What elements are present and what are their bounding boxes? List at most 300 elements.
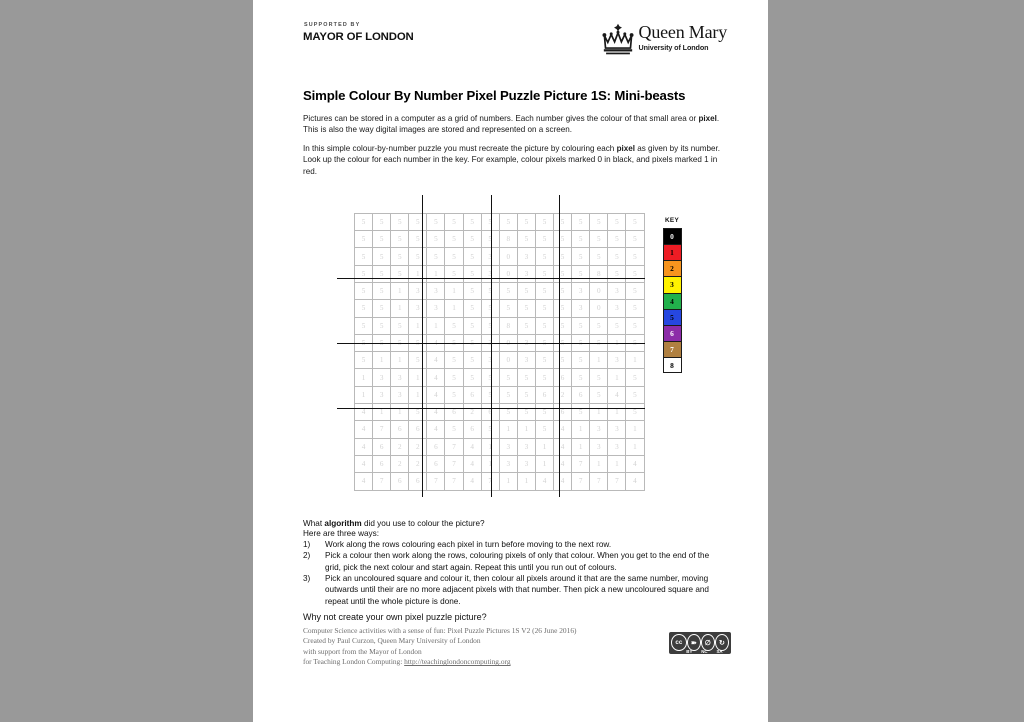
pixel-cell[interactable]: 4 <box>608 386 626 403</box>
pixel-cell[interactable]: 5 <box>590 231 608 248</box>
pixel-cell[interactable]: 5 <box>463 282 481 299</box>
pixel-cell[interactable]: 1 <box>391 300 409 317</box>
pixel-cell[interactable]: 5 <box>409 334 427 351</box>
pixel-cell[interactable]: 5 <box>535 231 553 248</box>
pixel-cell[interactable]: 5 <box>373 265 391 282</box>
pixel-cell[interactable]: 5 <box>391 248 409 265</box>
pixel-cell[interactable]: 5 <box>373 213 391 230</box>
pixel-cell[interactable]: 4 <box>427 386 445 403</box>
pixel-cell[interactable]: 5 <box>391 265 409 282</box>
university-name: Queen Mary <box>638 22 727 42</box>
teaching-london-computing-link[interactable]: http://teachinglondoncomputing.org <box>404 657 511 667</box>
key-swatch-2: 2 <box>663 260 682 276</box>
pixel-cell[interactable]: 5 <box>463 300 481 317</box>
pixel-cell[interactable]: 5 <box>608 231 626 248</box>
pixel-cell[interactable]: 4 <box>427 369 445 386</box>
pixel-cell[interactable]: 2 <box>409 455 427 472</box>
pixel-cell[interactable]: 5 <box>355 300 373 317</box>
pixel-cell[interactable]: 5 <box>626 334 644 351</box>
pixel-cell[interactable]: 3 <box>391 386 409 403</box>
pixel-cell[interactable]: 7 <box>445 455 463 472</box>
pixel-cell[interactable]: 2 <box>554 386 572 403</box>
pixel-cell[interactable]: 1 <box>590 404 608 421</box>
pixel-cell[interactable]: 3 <box>373 386 391 403</box>
pixel-cell[interactable]: 5 <box>608 248 626 265</box>
pixel-cell[interactable]: 3 <box>517 248 535 265</box>
pixel-cell[interactable]: 5 <box>517 404 535 421</box>
pixel-cell[interactable]: 5 <box>554 265 572 282</box>
algorithm-item-number: 1) <box>303 539 311 549</box>
pixel-cell[interactable]: 3 <box>517 438 535 455</box>
pixel-cell[interactable]: 6 <box>409 421 427 438</box>
pixel-cell[interactable]: 2 <box>391 455 409 472</box>
pixel-cell[interactable]: 5 <box>572 334 590 351</box>
pixel-cell[interactable]: 5 <box>481 282 499 299</box>
pixel-cell[interactable]: 5 <box>626 317 644 334</box>
pixel-cell[interactable]: 5 <box>355 317 373 334</box>
pixel-cell[interactable]: 1 <box>373 404 391 421</box>
pixel-cell[interactable]: 5 <box>463 231 481 248</box>
pixel-cell[interactable]: 1 <box>626 352 644 369</box>
pixel-cell[interactable]: 1 <box>626 421 644 438</box>
pixel-cell[interactable]: 4 <box>626 473 644 490</box>
pixel-cell[interactable]: 1 <box>608 455 626 472</box>
pixel-cell[interactable]: 5 <box>355 334 373 351</box>
pixel-cell[interactable]: 5 <box>355 352 373 369</box>
pixel-cell[interactable]: 3 <box>608 300 626 317</box>
pixel-cell[interactable]: 5 <box>554 231 572 248</box>
pixel-cell[interactable]: 1 <box>608 369 626 386</box>
pixel-cell[interactable]: 5 <box>572 265 590 282</box>
pixel-cell[interactable]: 5 <box>590 369 608 386</box>
pixel-cell[interactable]: 5 <box>535 352 553 369</box>
pixel-cell[interactable]: 5 <box>554 300 572 317</box>
pixel-cell[interactable]: 5 <box>355 282 373 299</box>
pixel-cell[interactable]: 4 <box>427 334 445 351</box>
pixel-cell[interactable]: 5 <box>391 213 409 230</box>
pixel-cell[interactable]: 6 <box>572 386 590 403</box>
pixel-cell[interactable]: 5 <box>373 282 391 299</box>
pixel-cell[interactable]: 5 <box>590 334 608 351</box>
algorithm-list-item <box>303 573 723 606</box>
pixel-cell[interactable]: 3 <box>572 282 590 299</box>
pixel-cell[interactable]: 8 <box>590 265 608 282</box>
pixel-grid-wrapper <box>354 213 645 491</box>
pixel-cell[interactable]: 0 <box>499 334 517 351</box>
pixel-cell[interactable]: 5 <box>409 213 427 230</box>
pixel-cell[interactable]: 5 <box>445 317 463 334</box>
pixel-cell[interactable]: 1 <box>409 386 427 403</box>
pixel-cell[interactable]: 5 <box>626 404 644 421</box>
pixel-cell[interactable]: 4 <box>355 473 373 490</box>
pixel-cell[interactable]: 5 <box>409 352 427 369</box>
puzzle-area <box>303 213 723 513</box>
pixel-cell[interactable]: 5 <box>572 248 590 265</box>
pixel-cell[interactable]: 5 <box>409 404 427 421</box>
pixel-cell[interactable]: 1 <box>481 455 499 472</box>
pixel-cell[interactable]: 1 <box>608 334 626 351</box>
pixel-cell[interactable]: 3 <box>409 300 427 317</box>
creative-commons-badge <box>669 632 731 654</box>
pixel-cell[interactable]: 5 <box>554 248 572 265</box>
pixel-cell[interactable]: 6 <box>445 404 463 421</box>
pixel-cell[interactable]: 1 <box>499 473 517 490</box>
pixel-cell[interactable]: 3 <box>517 455 535 472</box>
pixel-cell[interactable]: 3 <box>427 300 445 317</box>
algorithm-item-text: Pick a colour then work along the rows, colouring pixels of only that colour. When you get to the end of the grid, pick the next colour and start again. Repeat this until you run out of colours. <box>325 551 710 572</box>
pixel-cell[interactable]: 6 <box>481 404 499 421</box>
pixel-cell[interactable]: 4 <box>427 421 445 438</box>
key-swatch-8: 8 <box>663 357 682 373</box>
pixel-cell[interactable]: 1 <box>481 438 499 455</box>
pixel-cell[interactable]: 5 <box>572 231 590 248</box>
pixel-cell[interactable]: 5 <box>626 248 644 265</box>
pixel-cell[interactable]: 3 <box>391 369 409 386</box>
pixel-cell[interactable]: 5 <box>463 352 481 369</box>
pixel-cell[interactable]: 5 <box>572 404 590 421</box>
pixel-cell[interactable]: 0 <box>590 282 608 299</box>
pixel-cell[interactable]: 6 <box>554 369 572 386</box>
pixel-grid-row <box>355 473 645 490</box>
pixel-grid-row <box>355 317 645 334</box>
pixel-cell[interactable]: 5 <box>481 421 499 438</box>
algorithm-question-part2: did you use to colour the picture? <box>361 518 485 528</box>
pixel-cell[interactable]: 5 <box>481 369 499 386</box>
pixel-cell[interactable]: 1 <box>517 421 535 438</box>
key-swatch-0: 0 <box>663 228 682 244</box>
pixel-cell[interactable]: 6 <box>427 455 445 472</box>
pixel-cell[interactable]: 5 <box>427 231 445 248</box>
pixel-cell[interactable]: 5 <box>590 213 608 230</box>
pixel-cell[interactable]: 5 <box>517 386 535 403</box>
pixel-cell[interactable]: 1 <box>409 265 427 282</box>
pixel-cell[interactable]: 7 <box>373 473 391 490</box>
pixel-cell[interactable]: 5 <box>554 282 572 299</box>
pixel-cell[interactable]: 5 <box>535 421 553 438</box>
pixel-cell[interactable]: 5 <box>608 213 626 230</box>
pixel-cell[interactable]: 3 <box>608 352 626 369</box>
guide-rule-vertical <box>422 195 423 497</box>
pixel-cell[interactable]: 3 <box>373 369 391 386</box>
pixel-cell[interactable]: 4 <box>355 455 373 472</box>
pixel-cell[interactable]: 4 <box>626 455 644 472</box>
pixel-cell[interactable]: 3 <box>590 421 608 438</box>
footer-credits <box>303 626 723 668</box>
pixel-cell[interactable]: 1 <box>355 369 373 386</box>
cc-labels <box>669 649 731 654</box>
pixel-cell[interactable]: 6 <box>535 386 553 403</box>
pixel-cell[interactable]: 7 <box>445 438 463 455</box>
pixel-grid-row <box>355 213 645 230</box>
pixel-cell[interactable]: 1 <box>427 317 445 334</box>
pixel-cell[interactable]: 1 <box>391 282 409 299</box>
pixel-cell[interactable]: 5 <box>554 334 572 351</box>
pixel-cell[interactable]: 6 <box>373 455 391 472</box>
pixel-cell[interactable]: 1 <box>626 438 644 455</box>
pixel-cell[interactable]: 1 <box>535 438 553 455</box>
pixel-cell[interactable]: 5 <box>535 317 553 334</box>
pixel-cell[interactable]: 5 <box>626 213 644 230</box>
pixel-cell[interactable]: 5 <box>445 231 463 248</box>
pixel-cell[interactable]: 5 <box>463 317 481 334</box>
pixel-cell[interactable]: 4 <box>463 438 481 455</box>
pixel-cell[interactable]: 5 <box>373 231 391 248</box>
pixel-cell[interactable]: 0 <box>590 300 608 317</box>
pixel-cell[interactable]: 0 <box>499 352 517 369</box>
pixel-cell[interactable]: 1 <box>590 455 608 472</box>
pixel-cell[interactable]: 4 <box>554 438 572 455</box>
pixel-cell[interactable]: 3 <box>481 352 499 369</box>
crown-icon <box>601 23 635 55</box>
pixel-cell[interactable]: 3 <box>572 300 590 317</box>
pixel-cell[interactable]: 5 <box>535 265 553 282</box>
logo-row <box>303 22 727 68</box>
pixel-cell[interactable]: 3 <box>499 438 517 455</box>
pixel-cell[interactable]: 4 <box>427 352 445 369</box>
pixel-cell[interactable]: 1 <box>427 265 445 282</box>
pixel-cell[interactable]: 5 <box>572 213 590 230</box>
pixel-cell[interactable]: 2 <box>463 404 481 421</box>
key-swatch-5: 5 <box>663 309 682 325</box>
pixel-cell[interactable]: 7 <box>445 473 463 490</box>
pixel-cell[interactable]: 5 <box>517 369 535 386</box>
pixel-cell[interactable]: 5 <box>499 213 517 230</box>
pixel-cell[interactable]: 5 <box>535 213 553 230</box>
pixel-cell[interactable]: 5 <box>391 334 409 351</box>
pixel-cell[interactable]: 4 <box>355 404 373 421</box>
pixel-cell[interactable]: 5 <box>481 386 499 403</box>
pixel-cell[interactable]: 5 <box>445 352 463 369</box>
pixel-cell[interactable]: 3 <box>608 282 626 299</box>
pixel-cell[interactable]: 6 <box>554 404 572 421</box>
pixel-cell[interactable]: 5 <box>409 231 427 248</box>
pixel-cell[interactable]: 5 <box>499 282 517 299</box>
algorithm-question-bold: algorithm <box>324 518 362 528</box>
pixel-cell[interactable]: 8 <box>499 317 517 334</box>
pixel-cell[interactable]: 6 <box>427 438 445 455</box>
pixel-cell[interactable]: 5 <box>535 369 553 386</box>
pixel-cell[interactable]: 1 <box>391 404 409 421</box>
pixel-cell[interactable]: 1 <box>373 352 391 369</box>
pixel-cell[interactable]: 5 <box>355 231 373 248</box>
pixel-cell[interactable]: 5 <box>391 231 409 248</box>
pixel-cell[interactable]: 5 <box>445 386 463 403</box>
pixel-cell[interactable]: 5 <box>554 317 572 334</box>
pixel-cell[interactable]: 5 <box>572 317 590 334</box>
pixel-grid-row <box>355 438 645 455</box>
pixel-cell[interactable]: 5 <box>499 300 517 317</box>
pixel-cell[interactable]: 5 <box>373 248 391 265</box>
pixel-cell[interactable]: 5 <box>463 369 481 386</box>
algorithm-lead: Here are three ways: <box>303 528 379 538</box>
pixel-cell[interactable]: 5 <box>626 265 644 282</box>
pixel-cell[interactable]: 4 <box>355 421 373 438</box>
pixel-cell[interactable]: 4 <box>554 455 572 472</box>
pixel-cell[interactable]: 3 <box>499 455 517 472</box>
pixel-cell[interactable]: 4 <box>535 473 553 490</box>
pixel-cell[interactable]: 5 <box>445 369 463 386</box>
pixel-cell[interactable]: 1 <box>499 421 517 438</box>
pixel-cell[interactable]: 5 <box>626 231 644 248</box>
algorithm-item-number: 3) <box>303 574 311 584</box>
pixel-cell[interactable]: 5 <box>355 248 373 265</box>
pixel-cell[interactable]: 1 <box>409 317 427 334</box>
pixel-cell[interactable]: 5 <box>517 300 535 317</box>
cc-label-nc: NC <box>701 649 708 655</box>
pixel-cell[interactable]: 3 <box>517 265 535 282</box>
pixel-cell[interactable]: 5 <box>499 386 517 403</box>
key-swatch-1: 1 <box>663 244 682 260</box>
pixel-grid-row <box>355 386 645 403</box>
pixel-cell[interactable]: 3 <box>481 334 499 351</box>
pixel-cell[interactable]: 5 <box>355 265 373 282</box>
pixel-cell[interactable]: 0 <box>499 248 517 265</box>
pixel-cell[interactable]: 4 <box>463 455 481 472</box>
footer-line-4 <box>303 657 723 668</box>
pixel-cell[interactable]: 5 <box>517 231 535 248</box>
guide-rule-vertical <box>559 195 560 497</box>
pixel-cell[interactable]: 5 <box>517 317 535 334</box>
pixel-cell[interactable]: 2 <box>391 438 409 455</box>
pixel-grid[interactable] <box>354 213 645 491</box>
pixel-cell[interactable]: 3 <box>481 265 499 282</box>
pixel-cell[interactable]: 5 <box>554 352 572 369</box>
pixel-cell[interactable]: 5 <box>445 265 463 282</box>
pixel-cell[interactable]: 5 <box>481 213 499 230</box>
pixel-cell[interactable]: 3 <box>517 352 535 369</box>
pixel-cell[interactable]: 6 <box>463 421 481 438</box>
pixel-cell[interactable]: 5 <box>445 421 463 438</box>
pixel-cell[interactable]: 6 <box>373 438 391 455</box>
algorithm-item-text: Work along the rows colouring each pixel in turn before moving to the next row. <box>325 539 612 549</box>
pixel-cell[interactable]: 5 <box>535 300 553 317</box>
pixel-cell[interactable]: 3 <box>427 282 445 299</box>
pixel-cell[interactable]: 5 <box>590 248 608 265</box>
pixel-cell[interactable]: 7 <box>427 473 445 490</box>
pixel-cell[interactable]: 5 <box>554 213 572 230</box>
pixel-cell[interactable]: 4 <box>427 404 445 421</box>
pixel-cell[interactable]: 5 <box>445 213 463 230</box>
pixel-cell[interactable]: 7 <box>373 421 391 438</box>
pixel-cell[interactable]: 5 <box>463 213 481 230</box>
pixel-cell[interactable]: 5 <box>535 282 553 299</box>
pixel-cell[interactable]: 7 <box>481 473 499 490</box>
pixel-cell[interactable]: 5 <box>445 248 463 265</box>
pixel-cell[interactable]: 3 <box>517 334 535 351</box>
algorithm-list-item <box>303 539 723 550</box>
pixel-cell[interactable]: 4 <box>554 473 572 490</box>
pixel-cell[interactable]: 5 <box>572 369 590 386</box>
pixel-cell[interactable]: 5 <box>391 317 409 334</box>
pixel-cell[interactable]: 5 <box>626 369 644 386</box>
pixel-cell[interactable]: 5 <box>427 248 445 265</box>
footer-line-4-prefix: for Teaching London Computing: <box>303 657 405 667</box>
pixel-cell[interactable]: 5 <box>355 213 373 230</box>
pixel-grid-row <box>355 404 645 421</box>
pixel-cell[interactable]: 1 <box>572 421 590 438</box>
pixel-cell[interactable]: 6 <box>409 473 427 490</box>
pixel-cell[interactable]: 3 <box>481 248 499 265</box>
pixel-cell[interactable]: 5 <box>499 369 517 386</box>
pixel-cell[interactable]: 6 <box>463 386 481 403</box>
pixel-cell[interactable]: 5 <box>481 300 499 317</box>
algorithm-section <box>303 519 723 622</box>
pixel-cell[interactable]: 1 <box>608 404 626 421</box>
pixel-cell[interactable]: 5 <box>626 386 644 403</box>
pixel-cell[interactable]: 5 <box>517 282 535 299</box>
pixel-cell[interactable]: 5 <box>626 300 644 317</box>
pixel-cell[interactable]: 3 <box>608 421 626 438</box>
pixel-cell[interactable]: 7 <box>608 473 626 490</box>
pixel-cell[interactable]: 5 <box>626 282 644 299</box>
pixel-cell[interactable]: 5 <box>499 404 517 421</box>
pixel-cell[interactable]: 1 <box>517 473 535 490</box>
pixel-cell[interactable]: 5 <box>572 352 590 369</box>
pixel-cell[interactable]: 5 <box>590 317 608 334</box>
pixel-cell[interactable]: 5 <box>481 231 499 248</box>
pixel-cell[interactable]: 5 <box>535 248 553 265</box>
pixel-cell[interactable]: 1 <box>445 300 463 317</box>
pixel-cell[interactable]: 1 <box>391 352 409 369</box>
pixel-cell[interactable]: 1 <box>355 386 373 403</box>
university-subtitle: University of London <box>638 43 709 52</box>
pixel-cell[interactable]: 5 <box>608 265 626 282</box>
pixel-cell[interactable]: 5 <box>409 248 427 265</box>
pixel-cell[interactable]: 1 <box>535 455 553 472</box>
pixel-cell[interactable]: 5 <box>535 334 553 351</box>
pixel-cell[interactable]: 8 <box>499 231 517 248</box>
pixel-cell[interactable]: 1 <box>572 438 590 455</box>
pixel-cell[interactable]: 7 <box>572 473 590 490</box>
pixel-cell[interactable]: 5 <box>373 317 391 334</box>
pixel-cell[interactable]: 4 <box>463 473 481 490</box>
pixel-cell[interactable]: 5 <box>373 300 391 317</box>
pixel-cell[interactable]: 1 <box>445 282 463 299</box>
pixel-cell[interactable]: 1 <box>409 369 427 386</box>
cc-nc-icon: ∅ <box>701 634 715 651</box>
pixel-cell[interactable]: 3 <box>590 438 608 455</box>
pixel-cell[interactable]: 5 <box>481 317 499 334</box>
pixel-cell[interactable]: 6 <box>391 473 409 490</box>
pixel-cell[interactable]: 5 <box>445 334 463 351</box>
pixel-cell[interactable]: 5 <box>373 334 391 351</box>
pixel-cell[interactable]: 4 <box>554 421 572 438</box>
pixel-cell[interactable]: 5 <box>590 386 608 403</box>
pixel-cell[interactable]: 5 <box>517 213 535 230</box>
pixel-cell[interactable]: 1 <box>590 352 608 369</box>
pixel-cell[interactable]: 3 <box>409 282 427 299</box>
pixel-grid-row <box>355 231 645 248</box>
pixel-cell[interactable]: 5 <box>463 248 481 265</box>
pixel-cell[interactable]: 7 <box>590 473 608 490</box>
pixel-cell[interactable]: 3 <box>608 438 626 455</box>
pixel-cell[interactable]: 4 <box>355 438 373 455</box>
supported-by-label: SUPPORTED BY <box>304 22 361 28</box>
pixel-cell[interactable]: 5 <box>463 334 481 351</box>
intro-p1-part1: Pictures can be stored in a computer as a grid of numbers. Each number gives the colour of that small area or <box>303 114 699 123</box>
pixel-cell[interactable]: 5 <box>463 265 481 282</box>
pixel-cell[interactable]: 5 <box>427 213 445 230</box>
pixel-cell[interactable]: 5 <box>535 404 553 421</box>
pixel-cell[interactable]: 7 <box>572 455 590 472</box>
pixel-cell[interactable]: 6 <box>391 421 409 438</box>
pixel-cell[interactable]: 2 <box>409 438 427 455</box>
page-content <box>303 22 727 674</box>
algorithm-question <box>303 519 723 528</box>
pixel-cell[interactable]: 5 <box>608 317 626 334</box>
pixel-cell[interactable]: 0 <box>499 265 517 282</box>
mayor-of-london-logo <box>303 22 414 43</box>
